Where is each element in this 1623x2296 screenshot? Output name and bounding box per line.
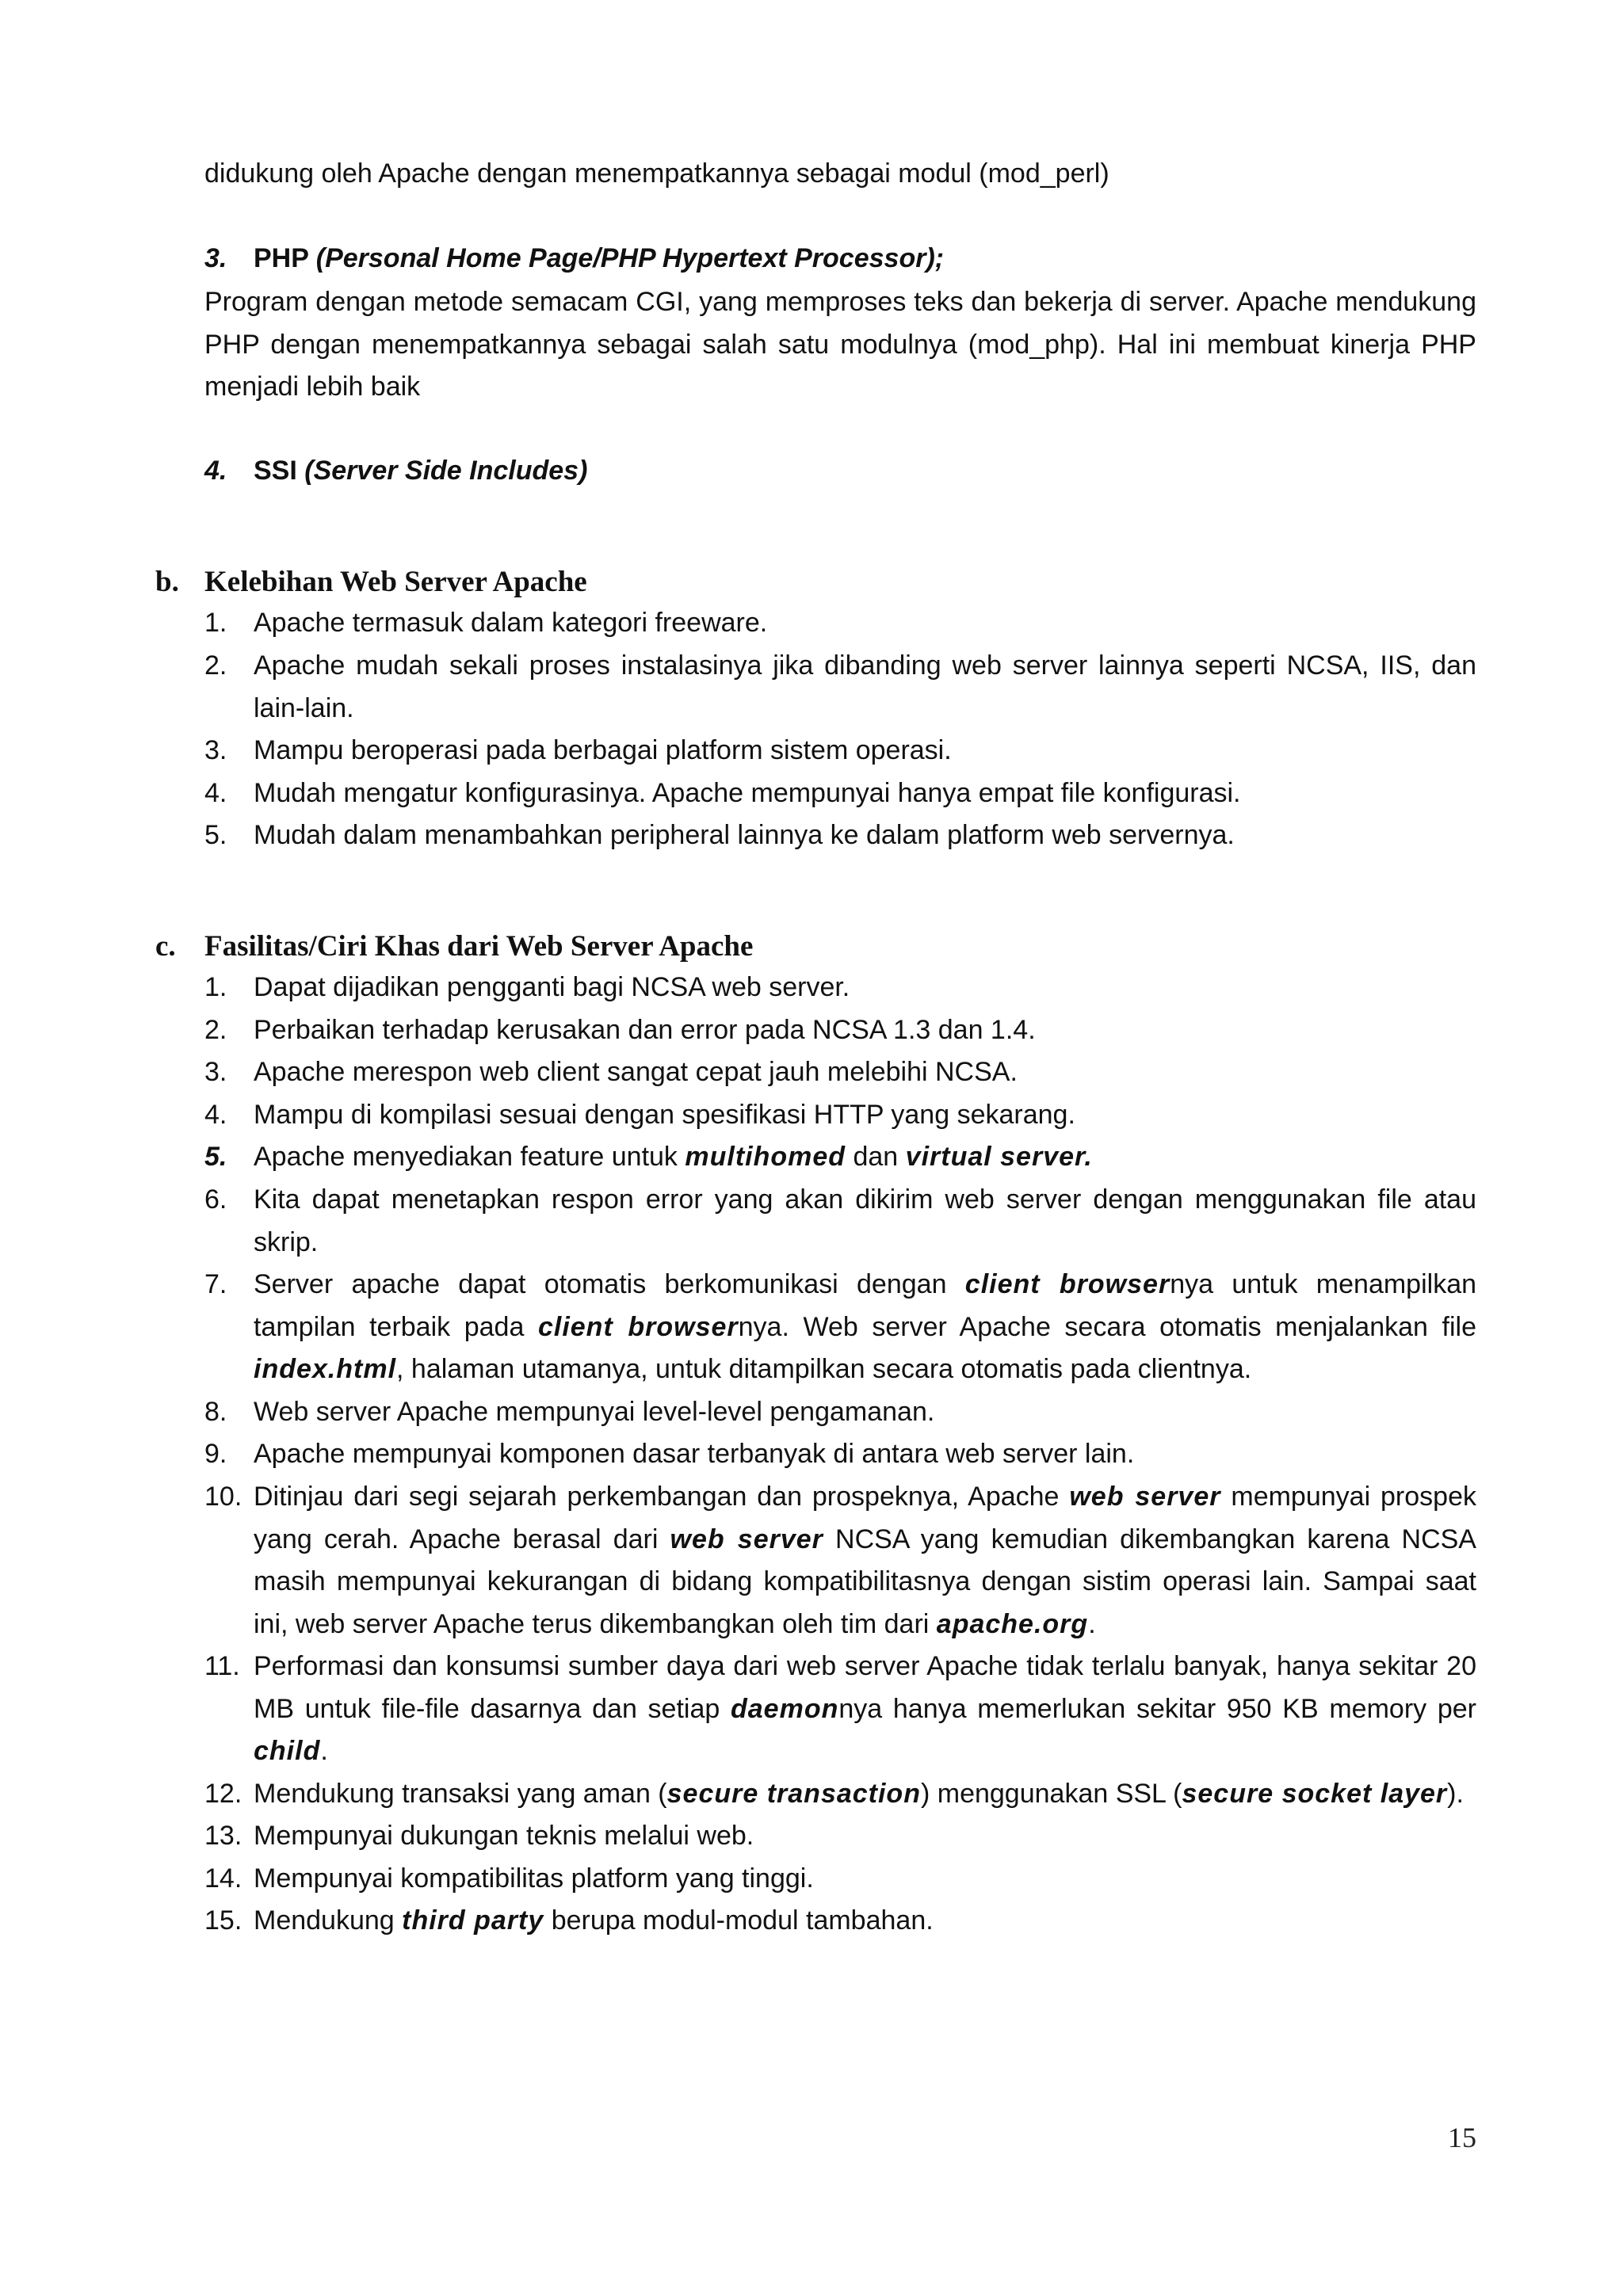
item-text: Apache merespon web client sangat cepat jauh melebihi NCSA. — [254, 1057, 1018, 1087]
php-subtitle: (Personal Home Page/PHP Hypertext Processor); — [315, 243, 945, 273]
ssi-number: 4. — [204, 456, 227, 486]
list-item — [204, 967, 1476, 1009]
item-text: Apache termasuk dalam kategori freeware. — [254, 608, 768, 638]
item-number: 2. — [204, 650, 227, 681]
item-text: Mempunyai kompatibilitas platform yang tinggi. — [254, 1863, 814, 1894]
emphasis: client browser — [964, 1269, 1170, 1299]
list-item — [204, 602, 1476, 645]
item-number: 1. — [204, 608, 227, 638]
emphasis: child — [254, 1736, 321, 1766]
list-item — [204, 1136, 1476, 1179]
list-item — [204, 1433, 1476, 1476]
list-item — [204, 1179, 1476, 1264]
emphasis: secure transaction — [666, 1779, 921, 1809]
list-item — [204, 1476, 1476, 1646]
item-number: 6. — [204, 1184, 227, 1215]
php-number: 3. — [204, 243, 227, 273]
item-text: Dapat dijadikan pengganti bagi NCSA web server. — [254, 972, 850, 1002]
item-number: 7. — [204, 1269, 227, 1299]
item-text: Apache menyediakan feature untuk multihomed dan virtual server. — [254, 1142, 1093, 1172]
emphasis: apache.org — [936, 1608, 1089, 1639]
emphasis: virtual server. — [905, 1142, 1093, 1172]
emphasis: multihomed — [685, 1142, 846, 1172]
item-number: 10. — [204, 1482, 242, 1512]
item-number: 3. — [204, 1057, 227, 1087]
list-item — [204, 730, 1476, 772]
item-number: 4. — [204, 778, 227, 808]
item-number: 13. — [204, 1821, 242, 1851]
ssi-label: SSI — [254, 456, 297, 486]
item-text: Mampu di kompilasi sesuai dengan spesifikasi HTTP yang sekarang. — [254, 1100, 1075, 1130]
list-item — [204, 1773, 1476, 1816]
item-text: Server apache dapat otomatis berkomunikasi dengan client browsernya untuk menampilkan tampilan terbaik pada client browsernya. Web server Apache secara otomatis menjalankan file index.html, halaman utamanya, untuk ditampilkan secara otomatis pada clientnya. — [254, 1269, 1477, 1384]
list-item — [204, 1009, 1476, 1052]
item-number: 4. — [204, 1100, 227, 1130]
item-text: Mempunyai dukungan teknis melalui web. — [254, 1821, 754, 1851]
emphasis: third party — [402, 1905, 544, 1936]
item-number: 5. — [204, 1142, 227, 1172]
item-number: 5. — [204, 820, 227, 850]
list-item — [204, 772, 1476, 815]
list-item — [204, 1094, 1476, 1137]
item-text: Apache mudah sekali proses instalasinya jika dibanding web server lainnya seperti NCSA, IIS, dan lain-lain. — [254, 650, 1476, 723]
item-text: Mudah dalam menambahkan peripheral lainnya ke dalam platform web servernya. — [254, 820, 1235, 850]
item-text: Mendukung transaksi yang aman (secure transaction) menggunakan SSL (secure socket layer). — [254, 1779, 1464, 1809]
item-text: Perbaikan terhadap kerusakan dan error pada NCSA 1.3 dan 1.4. — [254, 1015, 1036, 1045]
emphasis: index.html — [254, 1354, 397, 1384]
list-item — [204, 1900, 1476, 1943]
list-item — [204, 814, 1476, 857]
php-label: PHP — [254, 243, 309, 273]
list-item — [204, 1858, 1476, 1901]
item-text: Mampu beroperasi pada berbagai platform sistem operasi. — [254, 735, 952, 765]
item-text: Kita dapat menetapkan respon error yang akan dikirim web server dengan menggunakan file atau skrip. — [254, 1184, 1476, 1257]
list-item — [204, 1646, 1476, 1773]
item-text: Performasi dan konsumsi sumber daya dari web server Apache tidak terlalu banyak, hanya sekitar 20 MB untuk file-file dasarnya dan setiap daemonnya hanya memerlukan sekitar 950 KB memory per child. — [254, 1651, 1476, 1766]
section-b-heading — [155, 561, 587, 604]
item-number: 8. — [204, 1397, 227, 1427]
list-item — [204, 1264, 1476, 1391]
section-b-title: Kelebihan Web Server Apache — [204, 566, 587, 598]
list-item — [204, 1815, 1476, 1858]
paragraph-continuation: didukung oleh Apache dengan menempatkannya sebagai modul (mod_perl) — [204, 158, 1109, 189]
section-b-letter: b. — [155, 566, 179, 598]
item-number: 15. — [204, 1905, 242, 1936]
emphasis: web server — [1069, 1482, 1221, 1512]
php-heading — [204, 238, 944, 280]
item-number: 3. — [204, 735, 227, 765]
item-number: 12. — [204, 1779, 242, 1809]
item-number: 2. — [204, 1015, 227, 1045]
item-text: Ditinjau dari segi sejarah perkembangan dan prospeknya, Apache web server mempunyai prospek yang cerah. Apache berasal dari web server NCSA yang kemudian dikembangkan karena NCSA masih mempunyai kekurangan di bidang kompatibilitasnya dengan sistim operasi lain. Sampai saat ini, web server Apache terus dikembangkan oleh tim dari apache.org. — [254, 1482, 1476, 1639]
list-item — [204, 645, 1476, 730]
emphasis: daemon — [731, 1693, 839, 1724]
item-text: Apache mempunyai komponen dasar terbanyak di antara web server lain. — [254, 1439, 1135, 1469]
item-number: 14. — [204, 1863, 242, 1894]
emphasis: client browser — [537, 1311, 739, 1342]
list-item — [204, 1391, 1476, 1434]
item-number: 9. — [204, 1439, 227, 1469]
ssi-heading — [204, 450, 587, 493]
emphasis: secure socket layer — [1182, 1779, 1448, 1809]
ssi-subtitle: (Server Side Includes) — [304, 456, 588, 486]
page-number: 15 — [1448, 2122, 1476, 2153]
item-text: Mendukung third party berupa modul-modul tambahan. — [254, 1905, 934, 1936]
section-c-title: Fasilitas/Ciri Khas dari Web Server Apache — [204, 930, 754, 963]
item-text: Mudah mengatur konfigurasinya. Apache mempunyai hanya empat file konfigurasi. — [254, 778, 1241, 808]
item-number: 11. — [204, 1651, 240, 1681]
php-description: Program dengan metode semacam CGI, yang memproses teks dan bekerja di server. Apache mendukung PHP dengan menempatkannya sebagai salah satu modulnya (mod_php). Hal ini membuat kinerja PHP menjadi lebih baik — [204, 287, 1476, 402]
item-text: Web server Apache mempunyai level-level pengamanan. — [254, 1397, 935, 1427]
section-c-heading — [155, 925, 753, 968]
item-number: 1. — [204, 972, 227, 1002]
list-item — [204, 1051, 1476, 1094]
section-c-letter: c. — [155, 930, 176, 963]
emphasis: web server — [670, 1524, 823, 1554]
